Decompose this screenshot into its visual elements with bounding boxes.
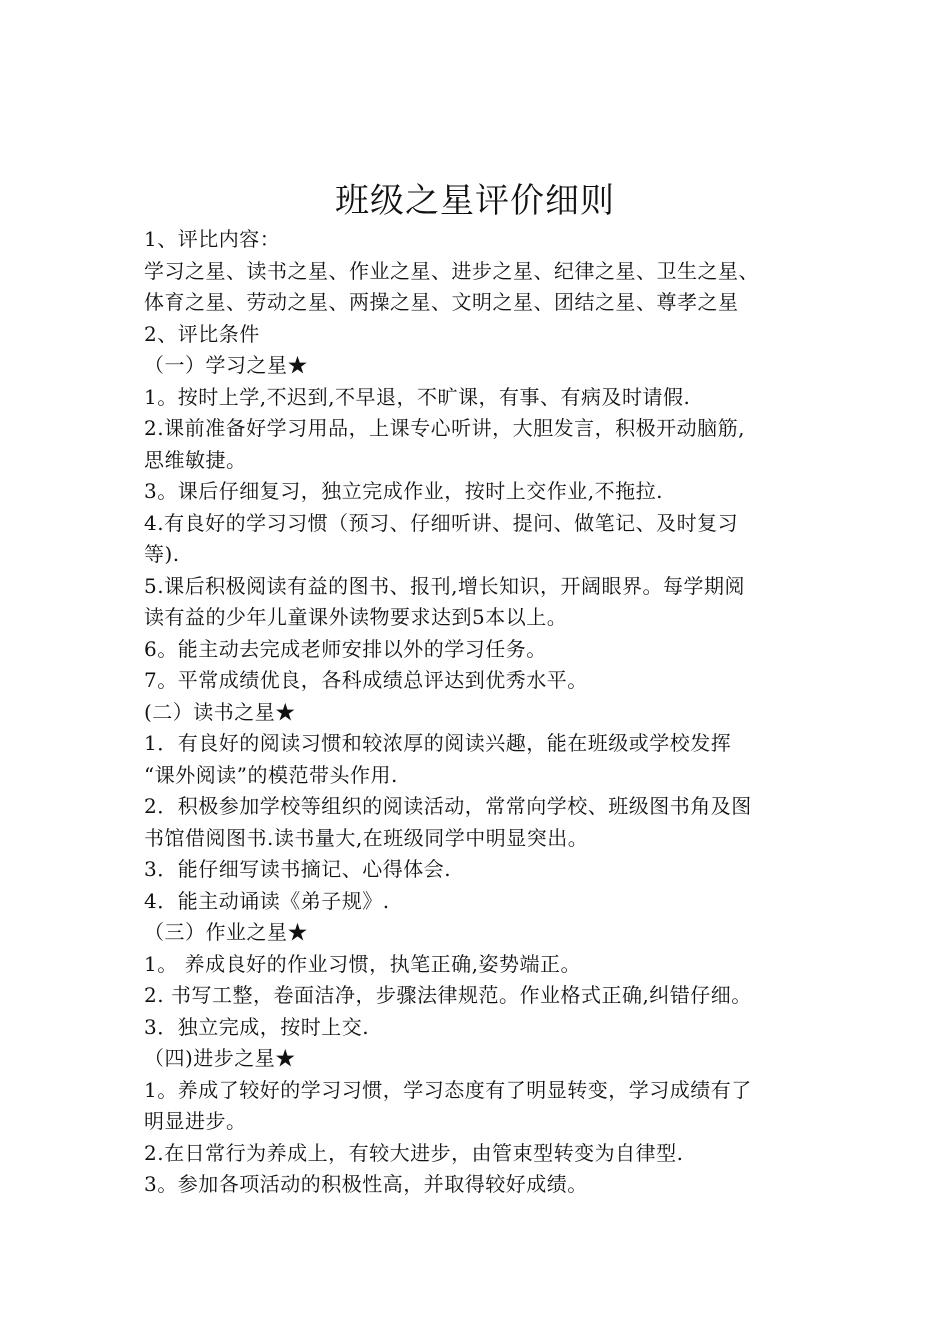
text-line: 3。参加各项活动的积极性高，并取得较好成绩。 xyxy=(144,1172,588,1196)
text-line: 3．能仔细写读书摘记、心得体会. xyxy=(144,857,452,881)
text-line: 1。 养成良好的作业习惯，执笔正确,姿势端正。 xyxy=(144,951,581,976)
section-heading: （一）学习之星★ xyxy=(144,353,308,377)
text-line: 1、评比内容： xyxy=(144,227,281,251)
text-line: 体育之星、劳动之星、两操之星、文明之星、团结之星、尊孝之星 xyxy=(144,290,739,314)
text-line: 学习之星、读书之星、作业之星、进步之星、纪律之星、卫生之星、 xyxy=(144,258,759,283)
text-line: 7。平常成绩优良，各科成绩总评达到优秀水平。 xyxy=(144,668,588,692)
text-line: 书馆借阅图书.读书量大,在班级同学中明显突出。 xyxy=(144,825,589,850)
text-line: 4．能主动诵读《弟子规》. xyxy=(144,888,390,913)
document-body xyxy=(144,224,816,1201)
text-line: 1。按时上学,不迟到,不早退，不旷课，有事、有病及时请假. xyxy=(144,384,691,409)
section-heading: （三）作业之星★ xyxy=(144,920,308,944)
text-line: 2、评比条件 xyxy=(144,321,260,346)
document-title: 班级之星评价细则 xyxy=(335,181,615,221)
text-line: 思维敏捷。 xyxy=(144,447,247,472)
text-line: 3。课后仔细复习，独立完成作业，按时上交作业,不拖拉. xyxy=(144,479,663,503)
text-line: 明显进步。 xyxy=(144,1109,247,1133)
text-line: 4.有良好的学习习惯（预习、仔细听讲、提问、做笔记、及时复习 xyxy=(144,510,739,535)
text-line: 1。养成了较好的学习习惯，学习态度有了明显转变，学习成绩有了 xyxy=(144,1077,752,1102)
text-line: 读有益的少年儿童课外读物要求达到5本以上。 xyxy=(144,605,568,629)
text-line: 6。能主动去完成老师安排以外的学习任务。 xyxy=(144,636,547,661)
section-heading: （四)进步之星★ xyxy=(144,1046,296,1070)
text-line: 5.课后积极阅读有益的图书、报刊,增长知识，开阔眼界。每学期阅 xyxy=(144,573,745,598)
text-line: 1．有良好的阅读习惯和较浓厚的阅读兴趣，能在班级或学校发挥 xyxy=(144,731,732,755)
text-line: 2.在日常行为养成上，有较大进步，由管束型转变为自律型. xyxy=(144,1140,684,1165)
text-line: 等). xyxy=(144,542,180,566)
text-line: 2. 书写工整，卷面洁净，步骤法律规范。作业格式正确,纠错仔细。 xyxy=(144,983,752,1007)
text-line: 2．积极参加学校等组织的阅读活动，常常向学校、班级图书角及图 xyxy=(144,794,752,818)
text-line: 3．独立完成，按时上交. xyxy=(144,1014,370,1039)
text-line: “课外阅读”的模范带头作用. xyxy=(144,762,398,787)
section-heading: (二）读书之星★ xyxy=(144,699,296,724)
text-line: 2.课前准备好学习用品，上课专心听讲，大胆发言，积极开动脑筋, xyxy=(144,416,745,440)
